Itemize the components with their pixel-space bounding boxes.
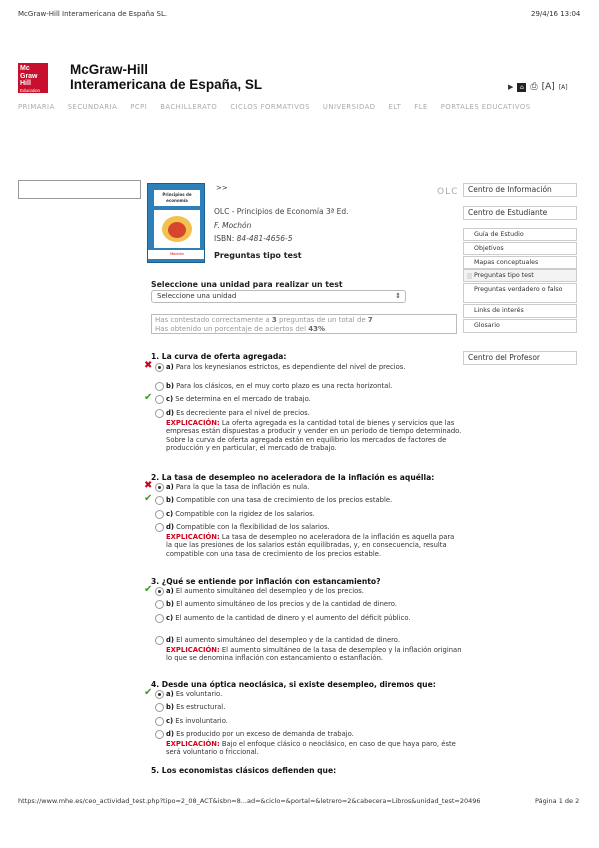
sidebar-item[interactable]: Links de interés bbox=[463, 304, 577, 318]
answer-option[interactable]: d) Compatible con la flexibilidad de los salarios. bbox=[166, 523, 462, 532]
answer-option[interactable]: d) El aumento simultáneo del desempleo y de la cantidad de dinero. bbox=[166, 636, 462, 645]
answer-option[interactable]: d) Es decreciente para el nivel de precios. bbox=[166, 409, 462, 418]
answer-option[interactable]: c) El aumento de la cantidad de dinero y el aumento del déficit público. bbox=[166, 614, 462, 623]
top-toolbar bbox=[508, 82, 568, 92]
active-marker bbox=[467, 273, 472, 279]
radio-button[interactable] bbox=[155, 636, 164, 645]
explanation: EXPLICACIÓN: La tasa de desempleo no aceleradora de la inflación es aquella para la que las presiones de los salarios están equilibradas, y, en consecuencia, resulta compatible con una tasa de crecimiento de los precios estable. bbox=[166, 533, 455, 558]
radio-button[interactable] bbox=[155, 382, 164, 391]
unit-select-label: Seleccione una unidad para realizar un test bbox=[151, 280, 343, 289]
answer-option[interactable]: ✔ a) El aumento simultáneo del desempleo y de los precios. bbox=[144, 584, 364, 595]
radio-button[interactable] bbox=[155, 600, 164, 609]
nav-item[interactable]: FLE bbox=[414, 103, 428, 111]
main-nav bbox=[18, 103, 544, 111]
correct-icon: ✔ bbox=[144, 687, 153, 698]
radio-button[interactable] bbox=[155, 730, 164, 739]
brand-name: McGraw-Hill Interamericana de España, SL bbox=[70, 62, 263, 92]
nav-item[interactable]: PCPI bbox=[130, 103, 148, 111]
question-title: 4. Desde una óptica neoclásica, si existe desempleo, diremos que: bbox=[151, 680, 436, 689]
answer-option[interactable]: b) El aumento simultáneo de los precios y de la cantidad de dinero. bbox=[166, 600, 462, 609]
answer-option[interactable]: ✔ c) Se determina en el mercado de trabajo. bbox=[144, 392, 311, 403]
nav-item[interactable]: PORTALES EDUCATIVOS bbox=[440, 103, 531, 111]
explanation: EXPLICACIÓN: Bajo el enfoque clásico o neoclásico, en caso de que haya paro, éste será voluntario o friccional. bbox=[166, 740, 456, 757]
answer-option[interactable]: b) Para los clásicos, en el muy corto plazo es una recta horizontal. bbox=[166, 382, 462, 391]
print-page-number: Página 1 de 2 bbox=[535, 797, 580, 805]
section-title: Preguntas tipo test bbox=[214, 251, 302, 260]
breadcrumb[interactable]: >> bbox=[216, 184, 228, 192]
sidebar-item[interactable]: Guía de Estudio bbox=[463, 228, 577, 241]
radio-button[interactable] bbox=[155, 523, 164, 532]
nav-item[interactable]: PRIMARIA bbox=[18, 103, 55, 111]
book-title: OLC - Principios de Economía 3ª Ed. bbox=[214, 207, 349, 216]
chevron-updown-icon: ⇕ bbox=[395, 292, 401, 300]
answer-option[interactable]: c) Es involuntario. bbox=[166, 717, 462, 726]
answer-option[interactable]: d) Es producido por un exceso de demanda de trabajo. bbox=[166, 730, 462, 739]
sidebar-item[interactable]: Preguntas tipo test bbox=[463, 269, 577, 282]
radio-button[interactable] bbox=[155, 510, 164, 519]
print-url: https://www.mhe.es/ceo_actividad_test.php?tipo=2_08_ACT&isbn=8...ad=&ciclo=&portal=&letrero=2&cabecera=Libros&unidad_test=20496 bbox=[18, 797, 481, 805]
wrong-icon: ✖ bbox=[144, 360, 153, 371]
score-summary: Has contestado correctamente a 3 preguntas de un total de 7 Has obtenido un porcentaje de aciertos del 43% bbox=[151, 314, 457, 334]
search-input[interactable] bbox=[18, 180, 141, 199]
mcgraw-hill-logo[interactable]: Mc Graw Hill Education bbox=[18, 63, 48, 93]
sidebar-item[interactable]: Mapas conceptuales bbox=[463, 256, 577, 269]
print-datetime: 29/4/16 13:04 bbox=[531, 10, 581, 18]
print-icon[interactable]: ⎙ bbox=[530, 82, 538, 92]
radio-button[interactable] bbox=[155, 395, 164, 404]
correct-icon: ✔ bbox=[144, 493, 153, 504]
book-author: F. Mochón bbox=[214, 221, 252, 230]
nav-item[interactable]: ELT bbox=[388, 103, 402, 111]
answer-option[interactable]: ✖ a) Para la que la tasa de inflación es nula. bbox=[144, 480, 310, 491]
cover-illustration bbox=[154, 210, 200, 248]
wrong-icon: ✖ bbox=[144, 480, 153, 491]
print-page-title: McGraw-Hill Interamericana de España SL. bbox=[18, 10, 168, 18]
radio-button[interactable] bbox=[155, 690, 164, 699]
book-isbn: ISBN: 84-481-4656-5 bbox=[214, 234, 293, 243]
explanation: EXPLICACIÓN: La oferta agregada es la cantidad total de bienes y servicios que las empresas están dispuestas a producir y vender en un periodo de tiempo determinado. Sobre la curva de oferta agregada están en equilibrio los mercados de factores de producción y en particular, el mercado de trabajo. bbox=[166, 419, 462, 453]
question-title: 5. Los economistas clásicos defienden que: bbox=[151, 766, 337, 775]
sidebar-item[interactable]: Objetivos bbox=[463, 242, 577, 255]
question-title: 1. La curva de oferta agregada: bbox=[151, 352, 287, 361]
question-title: 2. La tasa de desempleo no aceleradora de la inflación es aquélla: bbox=[151, 473, 435, 482]
question-title: 3. ¿Qué se entiende por inflación con estancamiento? bbox=[151, 577, 381, 586]
explanation: EXPLICACIÓN: El aumento simultáneo de la tasa de desempleo y la inflación originan lo que se denomina inflación con estancamiento o estanflación. bbox=[166, 646, 462, 663]
radio-button[interactable] bbox=[155, 717, 164, 726]
answer-option[interactable]: ✔ b) Compatible con una tasa de crecimiento de los precios estable. bbox=[144, 493, 393, 504]
nav-item[interactable]: CICLOS FORMATIVOS bbox=[230, 103, 310, 111]
sidebar-centro-informacion[interactable]: Centro de Información bbox=[463, 183, 577, 197]
radio-button[interactable] bbox=[155, 363, 164, 372]
radio-button[interactable] bbox=[155, 483, 164, 492]
radio-button[interactable] bbox=[155, 409, 164, 418]
font-larger-button[interactable]: [A] bbox=[541, 82, 555, 92]
answer-option[interactable]: c) Compatible con la rigidez de los salarios. bbox=[166, 510, 462, 519]
sidebar-item[interactable]: Preguntas verdadero o falso bbox=[463, 283, 577, 303]
radio-button[interactable] bbox=[155, 703, 164, 712]
sidebar-item[interactable]: Glosario bbox=[463, 319, 577, 333]
answer-option[interactable]: b) Es estructural. bbox=[166, 703, 462, 712]
home-icon[interactable]: ⌂ bbox=[517, 83, 526, 92]
correct-icon: ✔ bbox=[144, 392, 153, 403]
sidebar-centro-profesor[interactable]: Centro del Profesor bbox=[463, 351, 577, 365]
radio-button[interactable] bbox=[155, 496, 164, 505]
arrow-right-icon[interactable]: ▶ bbox=[508, 83, 514, 91]
nav-item[interactable]: UNIVERSIDAD bbox=[322, 103, 376, 111]
book-cover: Principios de economía Mochón bbox=[147, 183, 205, 263]
radio-button[interactable] bbox=[155, 587, 164, 596]
radio-button[interactable] bbox=[155, 614, 164, 623]
nav-item[interactable]: BACHILLERATO bbox=[160, 103, 218, 111]
answer-option[interactable]: ✖ a) Para los keynesianos estrictos, es dependiente del nivel de precios. bbox=[144, 360, 406, 371]
correct-icon: ✔ bbox=[144, 584, 153, 595]
olc-label: OLC bbox=[437, 187, 459, 197]
unit-select[interactable]: Seleccione una unidad ⇕ bbox=[151, 290, 406, 303]
answer-option[interactable]: ✔ a) Es voluntario. bbox=[144, 687, 223, 698]
sidebar-centro-estudiante[interactable]: Centro de Estudiante bbox=[463, 206, 577, 220]
nav-item[interactable]: SECUNDARIA bbox=[67, 103, 118, 111]
font-smaller-button[interactable]: [A] bbox=[558, 83, 568, 91]
